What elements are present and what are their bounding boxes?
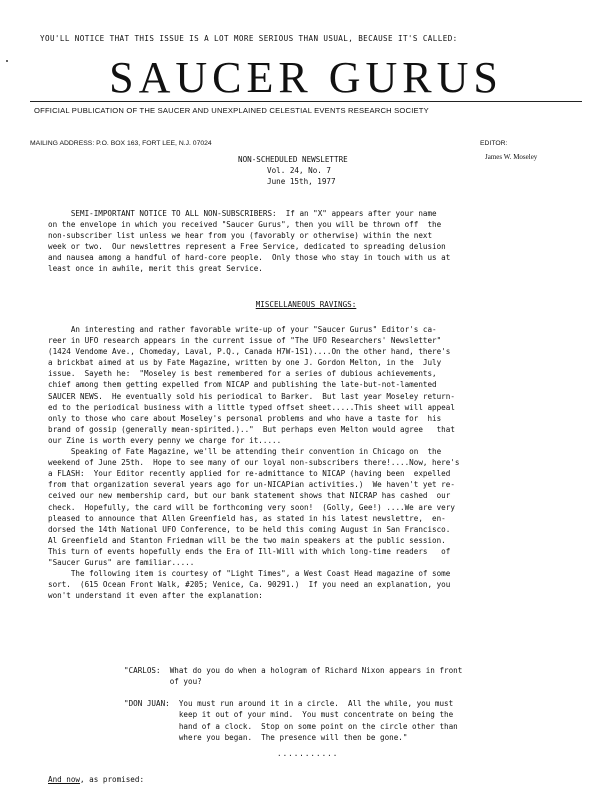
editor-name: James W. Moseley: [485, 153, 538, 161]
publication-subtitle: OFFICIAL PUBLICATION OF THE SAUCER AND UNEXPLAINED CELESTIAL EVENTS RESEARCH SOCIETY: [34, 106, 429, 115]
closing-underlined-text: And now: [48, 775, 81, 784]
don-juan-quote: "DON JUAN: You must run around it in a circle. All the while, you must keep it out of your mind. You must concentrate on being the hand of a clock. Stop on some point on the circle other than where you began. The presence will then be gone.": [124, 699, 458, 743]
newsletter-type: NON-SCHEDULED NEWSLETTRE: [238, 155, 348, 164]
issue-date: June 15th, 1977: [267, 177, 336, 186]
top-notice: YOU'LL NOTICE THAT THIS ISSUE IS A LOT MORE SERIOUS THAN USUAL, BECAUSE IT'S CALLED:: [40, 34, 458, 43]
section-heading: MISCELLANEOUS RAVINGS:: [255, 300, 357, 309]
editor-label: EDITOR:: [480, 140, 508, 147]
ravings-paragraph: An interesting and rather favorable write-up of your "Saucer Gurus" Editor's ca- reer in UFO research appears in the current issue of "The UFO Researchers' Newsletter" (1424 Vendome Ave., Chomeday, Laval, P.Q., Canada H7W-1S1)....On the other hand, there's a brickbat aimed at us by Fate Magazine, written by one J. Gordon Melton, in the July issue. Sayeth he: "Moseley is best remembered for a series of dubious achievements, chief among them getting expelled from NICAP and publishing the late-but-not-lamented SAUCER NEWS. He eventually sold his periodical to Barker. But last year Moseley return- ed to the periodical business with a little typed offset sheet.....This sheet will appeal only to those who care about Moseley's personal problems and who have a taste for his brand of gossip (generally mean-spirited.).." But perhaps even Melton would agree that our Zine is worth every penny we charge for it..... Speaking of Fate Magazine, we'll be attending their convention in Chicago on the weekend of June 25th. Hope to see many of our loyal non-subscribers there!....Now, here's a FLASH: Your Editor recently applied for re-admittance to NICAP (having been expelled from that organization several years ago for un-NICAPian activities.) We haven't yet re- ceived our new membership card, but our bank statement shows that NICRAP has cashed our check. Hopefully, the card will be forthcoming very soon! (Golly, Gee!) ....We are very pleased to announce that Allen Greenfield has, as stated in his latest newslettre, en- dorsed the 14th National UFO Conference, to be held this coming August in San Francisco. Al Greenfield and Stanton Friedman will be the two main speakers at the public session. This turn of events hopefully ends the Era of Ill-Will with which long-time readers of "Saucer Gurus" are familiar..... The following item is courtesy of "Light Times", a West Coast Head magazine of some sort. (615 Ocean Front Walk, #205; Venice, Ca. 90291.) If you need an explanation, you won't understand it even after the explanation:: [48, 325, 460, 601]
newsletter-title: SAUCER GURUS: [109, 53, 503, 102]
closing-line: [48, 775, 144, 784]
closing-text: , as promised:: [80, 775, 145, 784]
carlos-quote: "CARLOS: What do you do when a hologram of Richard Nixon appears in front of you?: [124, 666, 463, 687]
volume-number: Vol. 24, No. 7: [267, 166, 332, 175]
mailing-address: MAILING ADDRESS: P.O. BOX 163, FORT LEE, N.J. 07024: [30, 140, 212, 147]
dotted-separator: ...........: [277, 749, 339, 758]
subscriber-notice-paragraph: SEMI-IMPORTANT NOTICE TO ALL NON-SUBSCRIBERS: If an "X" appears after your name on the envelope in which you received "Saucer Gurus", then you will be thrown off the non-subscriber list unless we hear from you (favorably or otherwise) within the next week or two. Our newslettres represent a Free Service, dedicated to spreading delusion and nausea among a handful of hard-core people. Only those who stay in touch with us at least once in awhile, merit this great Service.: [48, 209, 451, 274]
masthead-rule: [30, 101, 582, 102]
